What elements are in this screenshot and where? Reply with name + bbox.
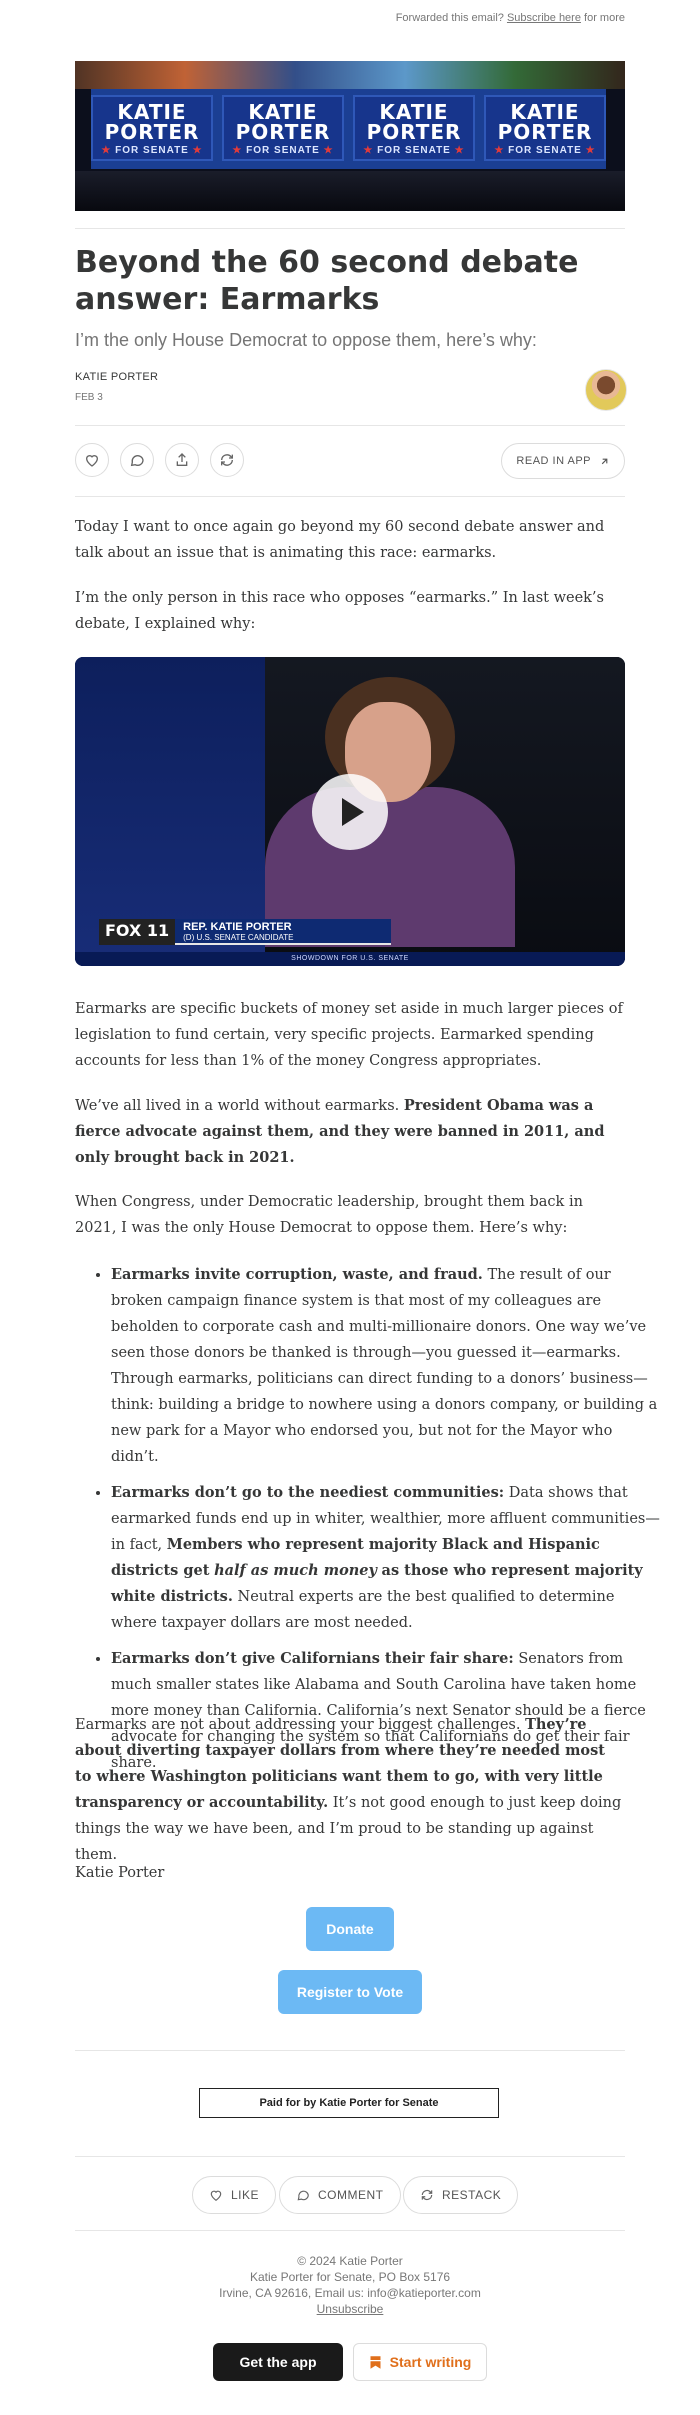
- read-in-app-button[interactable]: [501, 443, 625, 479]
- get-the-app-button[interactable]: Get the app: [213, 2343, 343, 2381]
- like-button[interactable]: [75, 443, 109, 477]
- video-speaker: [265, 677, 515, 937]
- start-writing-button[interactable]: [353, 2343, 487, 2381]
- comment-icon: [129, 452, 145, 468]
- arrow-up-right-icon: [599, 456, 610, 467]
- video-embed[interactable]: [75, 657, 625, 966]
- reasons-list: [75, 1262, 661, 1786]
- forwarded-prefix: Forwarded this email?: [395, 12, 504, 24]
- footer-copyright: © 2024 Katie Porter: [297, 2254, 403, 2268]
- list-item: • Earmarks invite corruption, waste, and fraud. The result of our broken campaign finance system is that most of my colleagues are beholden to corporate cash and multi-millionaire donors. One way we’ve seen those donors be thanked is through—you guessed it—earmarks. Through earmarks, politicians can direct funding to a donors’ business—think: building a bridge to nowhere using a donors company, or building a new park for a Mayor who endorsed you, but not for the Mayor who didn’t.: [111, 1262, 661, 1470]
- restack-button[interactable]: [210, 443, 244, 477]
- caption-role: (D) U.S. SENATE CANDIDATE: [183, 933, 294, 942]
- campaign-sign: [91, 89, 606, 169]
- list-item: • Earmarks don’t give Californians their fair share: Senators from much smaller states like Alabama and South Carolina have taken home more money than California. California’s next Senator should be a fierce advocate for changing the system so that Californians do get their fair share.: [111, 1646, 661, 1776]
- share-icon: [174, 452, 190, 468]
- subscribe-link[interactable]: Subscribe here: [506, 12, 581, 24]
- paid-for-disclaimer: Paid for by Katie Porter for Senate: [199, 2088, 499, 2118]
- post-author[interactable]: KATIE PORTER: [75, 371, 159, 383]
- unsubscribe-link[interactable]: Unsubscribe: [316, 2302, 384, 2316]
- divider: [75, 228, 625, 229]
- divider: [75, 425, 625, 426]
- restack-icon: [420, 2188, 434, 2202]
- play-icon: [342, 798, 364, 826]
- body-paragraph: We’ve all lived in a world without earmarks. President Obama was a fierce advocate against them, and they were banned in 2011, and only brought back in 2021.: [75, 1097, 605, 1166]
- footer-unsubscribe: [75, 2301, 625, 2317]
- divider: [75, 2050, 625, 2051]
- sign-panel: KATIE PORTER ★ FOR SENATE ★: [91, 95, 213, 161]
- signoff: Katie Porter: [75, 1865, 165, 1881]
- divider: [75, 496, 625, 497]
- caption-name: REP. KATIE PORTER: [183, 921, 292, 933]
- forwarded-notice: [396, 12, 625, 24]
- post-subtitle: I’m the only House Democrat to oppose them, here’s why:: [75, 330, 537, 350]
- body-paragraph: Today I want to once again go beyond my 60 second debate answer and talk about an issue that is animating this race: earmarks.: [75, 519, 605, 561]
- post-action-bar: [75, 443, 625, 479]
- heart-icon: [84, 452, 100, 468]
- start-writing-label: Start writing: [389, 2354, 472, 2370]
- register-to-vote-button[interactable]: Register to Vote: [278, 1970, 422, 2014]
- post-title[interactable]: Beyond the 60 second debate answer: Earmarks: [75, 245, 579, 317]
- like-pill-button[interactable]: [192, 2176, 276, 2214]
- divider: [75, 2230, 625, 2231]
- list-item: • Earmarks don’t go to the neediest communities: Data shows that earmarked funds end up in whiter, wealthier, more affluent communities—in fact, Members who represent majority Black and Hispanic districts get half as much money as those who represent majority white districts. Neutral experts are the best qualified to determine where taxpayer dollars are most needed.: [111, 1480, 661, 1636]
- footer-contact: Irvine, CA 92616, Email us: info@katieporter.com: [219, 2286, 481, 2300]
- share-button[interactable]: [165, 443, 199, 477]
- video-ticker: SHOWDOWN FOR U.S. SENATE: [75, 952, 625, 966]
- sign-panel: KATIE PORTER ★ FOR SENATE ★: [222, 95, 344, 161]
- video-lower-third: [99, 919, 391, 945]
- restack-pill-button[interactable]: [403, 2176, 518, 2214]
- sign-panel: KATIE PORTER ★ FOR SENATE ★: [484, 95, 606, 161]
- bookmark-icon: [369, 2355, 382, 2370]
- body-paragraph: Earmarks are specific buckets of money set aside in much larger pieces of legislation to fund certain, very specific projects. Earmarked spending accounts for less than 1% of the money Congress appropriates.: [75, 1001, 623, 1069]
- sign-panel: KATIE PORTER ★ FOR SENATE ★: [353, 95, 475, 161]
- footer-address: Katie Porter for Senate, PO Box 5176: [249, 2270, 451, 2284]
- author-avatar[interactable]: [585, 369, 627, 411]
- comment-button[interactable]: [120, 443, 154, 477]
- forwarded-suffix: for more: [584, 12, 625, 24]
- like-label: LIKE: [231, 2188, 260, 2202]
- comment-pill-button[interactable]: [279, 2176, 401, 2214]
- body-paragraph: I’m the only person in this race who opposes “earmarks.” In last week’s debate, I explained why:: [75, 590, 604, 632]
- donate-button[interactable]: Donate: [306, 1907, 394, 1951]
- body-paragraph: Earmarks are not about addressing your biggest challenges. They’re about diverting taxpayer dollars from where they’re needed most to where Washington politicians want them to go, with very little transparency or accountability. It’s not good enough to just keep doing things the way we have been, and I’m proud to be standing up against them.: [75, 1716, 622, 1863]
- body-paragraph: When Congress, under Democratic leadership, brought them back in 2021, I was the only House Democrat to oppose them. Here’s why:: [75, 1194, 583, 1236]
- heart-icon: [209, 2188, 223, 2202]
- comment-label: COMMENT: [318, 2188, 384, 2202]
- hero-stage-floor: [75, 171, 625, 211]
- channel-logo: FOX 11: [99, 919, 175, 945]
- hero-background-lights: [75, 61, 625, 89]
- hero-image: [75, 61, 625, 211]
- post-date: FEB 3: [75, 392, 103, 403]
- restack-label: RESTACK: [442, 2188, 502, 2202]
- play-button[interactable]: [312, 774, 388, 850]
- comment-icon: [296, 2188, 310, 2202]
- restack-icon: [219, 452, 235, 468]
- read-in-app-label: READ IN APP: [516, 455, 591, 467]
- divider: [75, 2156, 625, 2157]
